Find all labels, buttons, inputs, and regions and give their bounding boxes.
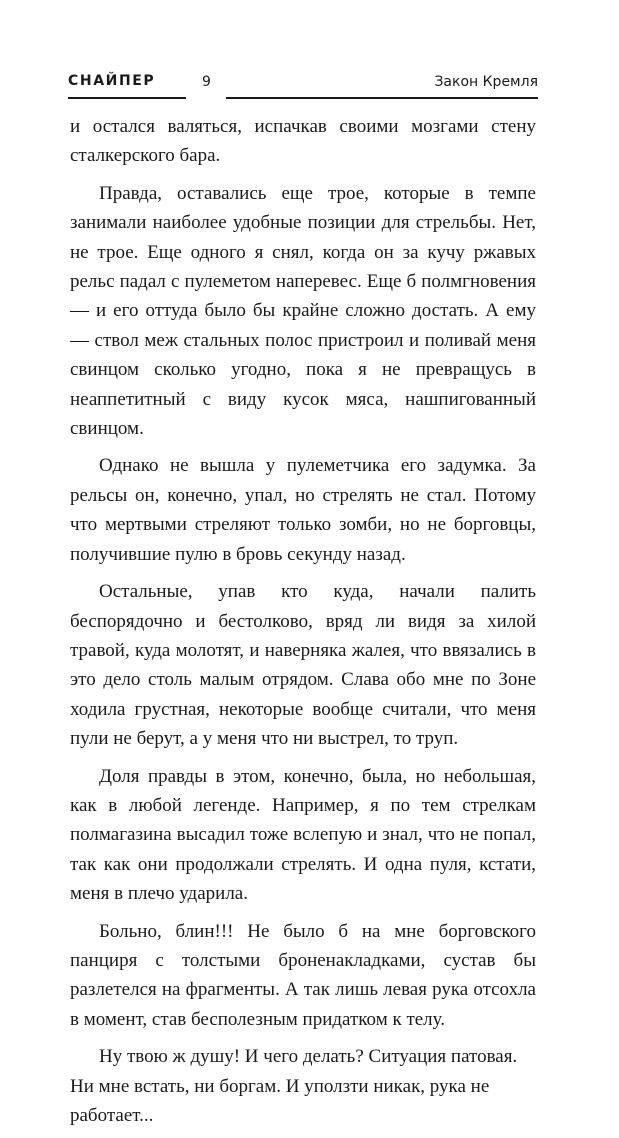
paragraph: и остался валяться, испачкав своими мозгами стену сталкерского бара.: [70, 116, 536, 167]
paragraph: Однако не вышла у пулеметчика его задумка. За рельсы он, конечно, упал, но стрелять не стал. Потому что мертвыми стреляют только зомби, но не борговцы, получившие пулю в бровь секунду назад.: [70, 455, 536, 565]
paragraph: Остальные, упав кто куда, начали палить беспорядочно и бестолково, вряд ли видя за хилой травой, куда молотят, и наверняка жалея, что ввязались в это дело столь малым отрядом. Слава обо мне по Зоне ходила грустная, некоторые вообще считали, что меня пули не берут, а у меня что ни выстрел, то труп.: [70, 581, 536, 750]
running-header: [68, 72, 538, 100]
book-title: Закон Кремля: [434, 74, 538, 90]
header-rule-right: [226, 97, 538, 99]
paragraph: Правда, оставались еще трое, которые в темпе занимали наиболее удобные позиции для стрельбы. Нет, не трое. Еще одного я снял, когда он за кучу ржавых рельс падал с пулеметом наперевес. Еще б полмгновения — и его оттуда было бы крайне сложно достать. А ему — ствол меж стальных полос пристроил и поливай меня свинцом сколько угодно, пока я не превращусь в неаппетитный с виду кусок мяса, нашпигованный свинцом.: [70, 182, 536, 440]
paragraph: Больно, блин!!! Не было б на мне борговского панциря с толстыми броненакладками, сустав бы разлетелся на фрагменты. А так лишь левая рука отсохла в момент, став бесполезным придатком к телу.: [70, 920, 536, 1030]
page-number: 9: [202, 74, 211, 90]
body-text: [70, 112, 536, 1138]
paragraph: Ну твою ж душу! И чего делать? Ситуация патовая. Ни мне встать, ни боргам. И уползти никак, рука не работает...: [70, 1046, 518, 1126]
paragraph: Доля правды в этом, конечно, была, но небольшая, как в любой легенде. Например, я по тем стрелкам полмагазина высадил тоже вслепую и знал, что не попал, так как они продолжали стрелять. И одна пуля, кстати, меня в плечо ударила.: [70, 765, 536, 905]
series-title: СНАЙПЕР: [68, 73, 156, 89]
header-rule-left: [68, 97, 186, 99]
